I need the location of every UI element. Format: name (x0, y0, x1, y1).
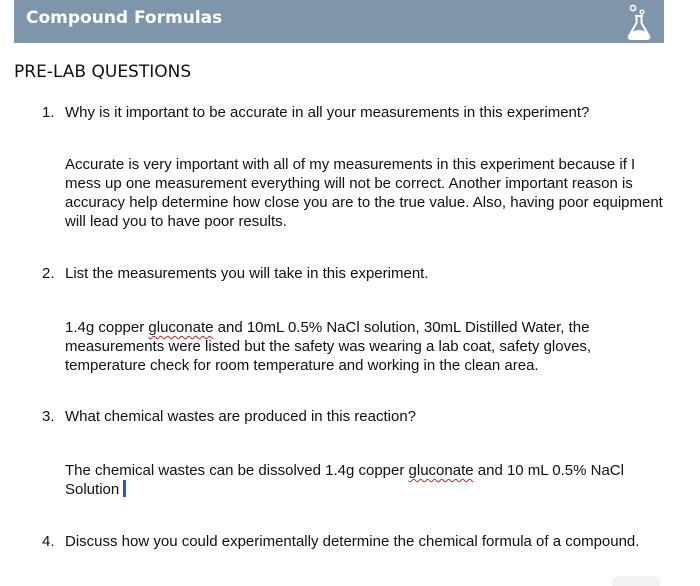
spellcheck-flagged-word[interactable]: gluconate (408, 462, 474, 479)
question-text: Why is it important to be accurate in all your measurements in this experiment? (65, 104, 590, 121)
answer-text: and 10 mL 0.5% NaCl Solution (65, 462, 624, 498)
document-title: Compound Formulas (26, 8, 223, 28)
flask-icon (624, 3, 654, 41)
question-text: List the measurements you will take in this experiment. (65, 265, 429, 282)
question-number: 4. (42, 533, 55, 550)
document-header (14, 0, 664, 43)
text-cursor (123, 480, 126, 497)
answer-text: 1.4g copper (65, 319, 149, 336)
question-number: 2. (42, 265, 55, 282)
answer-3[interactable] (65, 461, 665, 499)
spellcheck-flagged-word[interactable]: gluconate (148, 319, 214, 336)
question-number: 1. (42, 104, 55, 121)
question-text: What chemical wastes are produced in this reaction? (65, 408, 417, 425)
page-edge (612, 576, 660, 586)
section-heading: PRE-LAB QUESTIONS (14, 62, 192, 82)
answer-2[interactable] (65, 318, 665, 375)
answer-1[interactable]: Accurate is very important with all of my measurements in this experiment because if I mess up one measurement everything will not be correct. Another important reason is accuracy help determine how close you are to the true value. Also, having poor equipment will lead you to have poor results. (65, 156, 663, 230)
answer-text: and 10mL 0.5% NaCl solution, 30mL Distilled Water, the measurements were listed but the safety was wearing a lab coat, safety gloves, temperature check for room temperature and working in the clean area. (65, 319, 592, 374)
question-number: 3. (42, 408, 55, 425)
answer-text: The chemical wastes can be dissolved 1.4g copper (65, 462, 409, 479)
question-text: Discuss how you could experimentally determine the chemical formula of a compound. (65, 533, 640, 550)
